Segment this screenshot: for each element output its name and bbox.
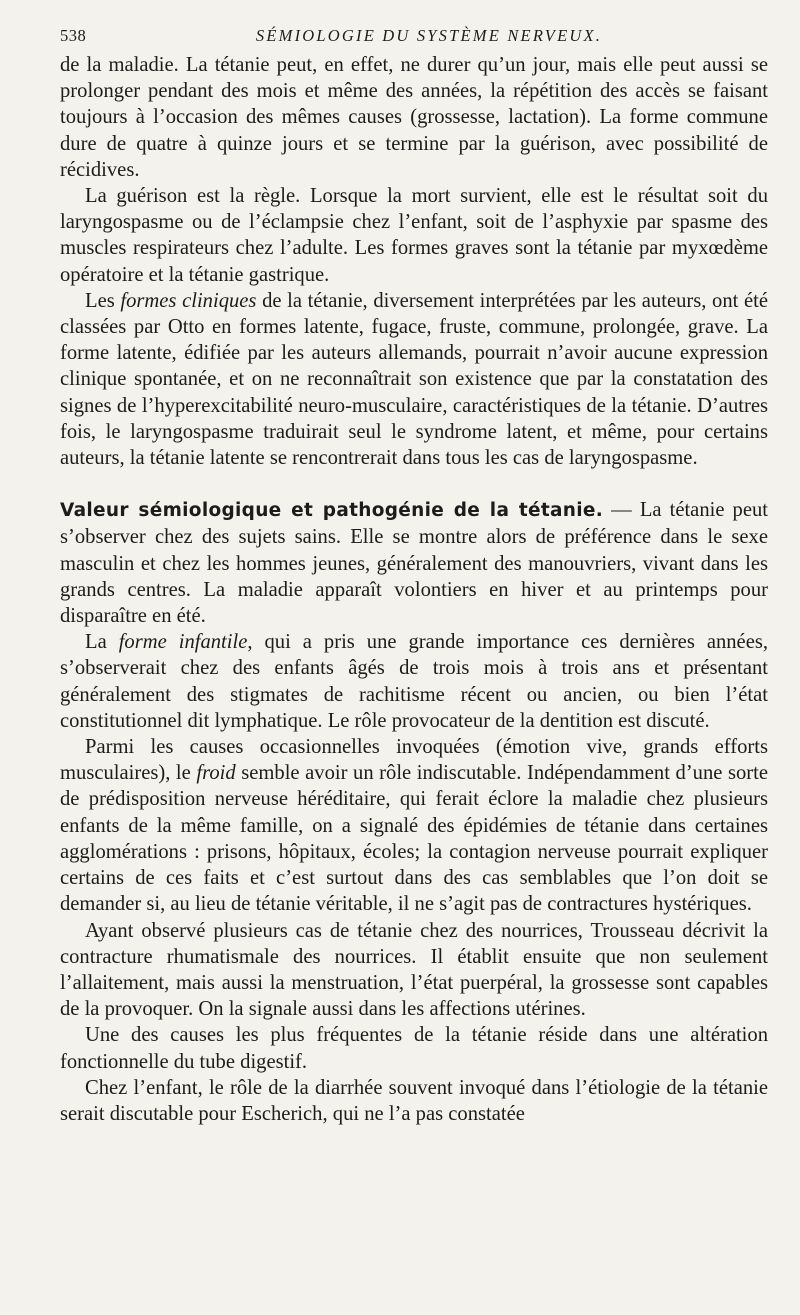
paragraph-2 (60, 183, 768, 288)
paragraph-3-after: de la tétanie, diversement interprétées par les auteurs, ont été classées par Otto en formes latente, fugace, fruste, commune, prolongée, grave. La forme latente, édifiée par les auteurs allemands, pourrait n’avoir aucune expression clinique spontanée, et on ne reconnaîtrait son existence que par la constatation des signes de l’hyperexcitabilité neuro-musculaire, caractéristiques de la tétanie. D’autres fois, le laryngospasme traduirait seul le syndrome latent, et même, pour certains auteurs, la tétanie latente se rencontrerait dans tous les cas de laryngospasme. (60, 289, 769, 470)
paragraph-9 (60, 1075, 768, 1127)
paragraph-3-emphasis: formes cliniques (120, 289, 257, 312)
paragraph-3-before: Les (85, 289, 121, 312)
page-header (60, 20, 768, 52)
paragraph-1-text: de la maladie. La tétanie peut, en effet, ne durer qu’un jour, mais elle peut aussi se prolonger pendant des mois et même des années, la répétition des accès se faisant toujours à l’occasion des mêmes causes (grossesse, lactation). La forme commune dure de quatre à quinze jours et se termine par la guérison, avec possibilité de récidives. (60, 54, 768, 181)
paragraph-7-text: Ayant observé plusieurs cas de tétanie chez des nourrices, Trousseau décrivit la contracture rhumatismale des nourrices. Il établit ensuite que non seulement l’allaitement, mais aussi la menstruation, l’état puerpéral, la grossesse sont capables de la provoquer. On la signale aussi dans les affections utérines. (60, 919, 768, 1021)
paragraph-9-text: Chez l’enfant, le rôle de la diarrhée souvent invoqué dans l’étiologie de la tétanie serait discutable pour Escherich, qui ne l’a pas constatée (60, 1076, 768, 1125)
paragraph-6-after: semble avoir un rôle indiscutable. Indépendamment d’une sorte de prédisposition nerveuse héréditaire, qui ferait éclore la maladie chez plusieurs enfants de la même famille, on a signalé des épidémies de tétanie dans certaines agglomérations : prisons, hôpitaux, écoles; la contagion nerveuse pourrait expliquer certains de ces faits et c’est surtout dans des cas semblables que l’on doit se demander si, au lieu de tétanie véritable, il ne s’agit pas de contractures hystériques. (60, 762, 769, 916)
paragraph-5-after: , qui a pris une grande importance ces dernières années, s’observerait chez des enfants âgés de trois mois à trois ans et présentant généralement des stigmates de rachitisme récent ou ancien, ou bien l’état constitutionnel dit lymphatique. Le rôle provocateur de la dentition est discuté. (60, 631, 768, 732)
paragraph-8 (60, 1022, 768, 1074)
paragraph-3 (60, 288, 768, 471)
paragraph-2-text: La guérison est la règle. Lorsque la mort survient, elle est le résultat soit du laryngospasme ou de l’éclampsie chez l’enfant, soit de l’asphyxie par spasme des muscles respirateurs chez l’adulte. Les formes graves sont la tétanie par myxœdème opératoire et la tétanie gastrique. (60, 185, 768, 286)
running-title: SÉMIOLOGIE DU SYSTÈME NERVEUX. (255, 26, 603, 45)
paragraph-6-before: Parmi les causes occasionnelles invoquées (émotion vive, grands efforts musculaires), le (60, 736, 768, 785)
paragraph-5-before: La (85, 631, 119, 654)
paragraph-4-text: — La tétanie peut s’observer chez des sujets sains. Elle se montre alors de préférence dans le sexe masculin et chez les hommes jeunes, généralement des manouvriers, vivant dans les grands centres. La maladie apparaît volontiers en hiver et au printemps pour disparaître en été. (60, 499, 768, 628)
section-heading: Valeur sémiologique et pathogénie de la tétanie. (60, 500, 604, 522)
paragraph-4 (60, 497, 768, 629)
paragraph-8-text: Une des causes les plus fréquentes de la tétanie réside dans une altération fonctionnelle du tube digestif. (60, 1024, 768, 1073)
paragraph-5 (60, 629, 768, 734)
paragraph-1 (60, 52, 768, 183)
paragraph-6-emphasis: froid (196, 762, 236, 785)
body-text (60, 52, 768, 1127)
paragraph-6 (60, 734, 768, 917)
paragraph-7 (60, 918, 768, 1023)
page-number: 538 (60, 26, 87, 45)
paragraph-5-emphasis: forme infantile (118, 631, 248, 654)
